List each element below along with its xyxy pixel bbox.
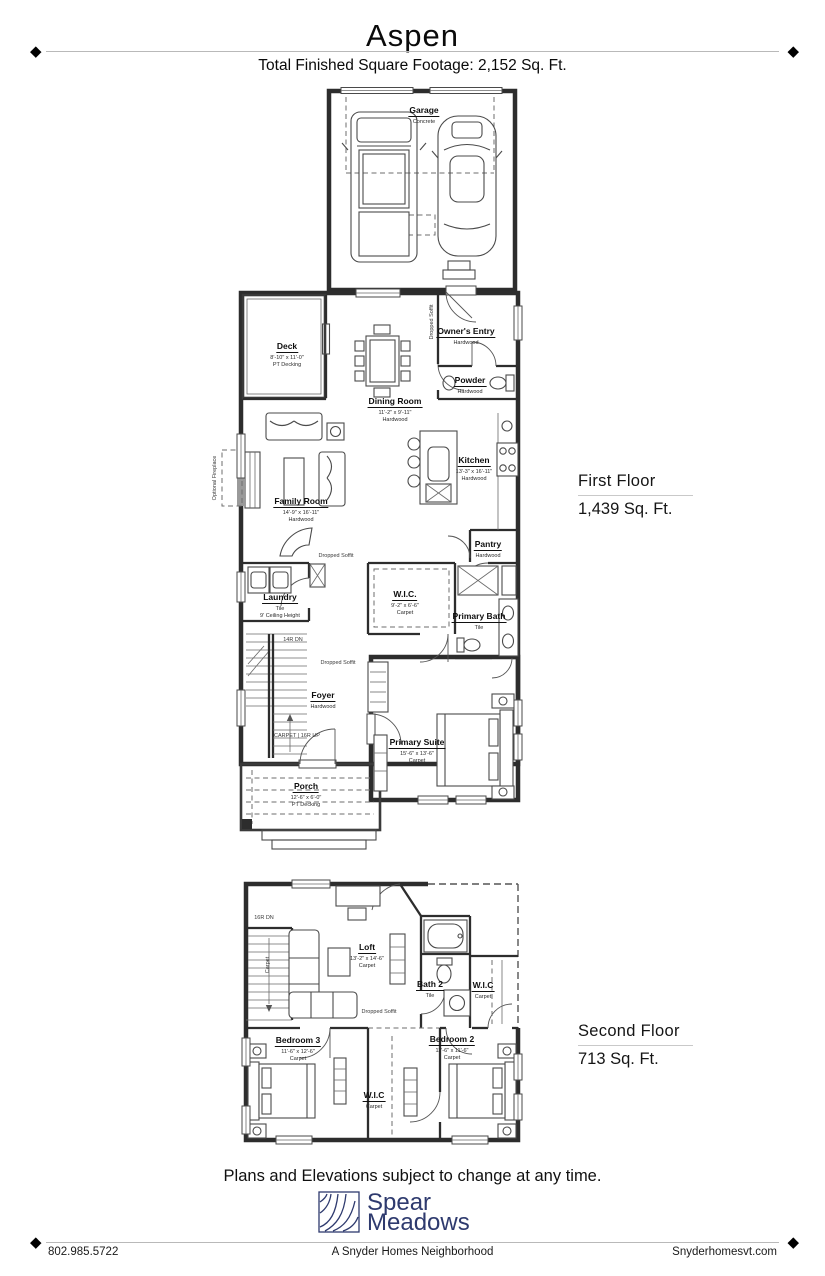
room-label-foyer: Foyer Hardwood [310,690,336,710]
room-label-dining-room: Dining Room 11'-2" x 9'-11" Hardwood [368,396,422,423]
room-label-porch: Porch 12'-6" x 6'-0" PT Decking [290,781,322,808]
truck-top-view [342,112,426,262]
loft-furniture [289,886,405,1018]
room-label-family-room: Family Room 14'-9" x 16'-11" Hardwood [274,496,328,523]
window-seat [245,452,260,508]
first-floor-name: First Floor [578,472,693,496]
room-label-wic-right: W.I.C Carpet [472,980,494,1000]
room-label-owners-entry: Owner's Entry Hardwood [437,326,495,346]
room-label-deck: Deck 8'-10" x 11'-0" PT Decking [270,341,304,368]
loft-table [336,886,380,906]
brand-line2: Meadows [367,1209,470,1236]
dropped-soffit-note: Dropped Soffit [320,660,356,666]
neighborhood-tagline: A Snyder Homes Neighborhood [331,1246,494,1258]
first-floor-area: 1,439 Sq. Ft. [578,500,673,518]
stairs-second-floor [246,928,292,1020]
stairs-first-floor [246,634,307,758]
wic-center-closet [404,1068,417,1116]
room-label-primary-suite: Primary Suite 15'-6" x 13'-6" Carpet [389,737,445,764]
corner-tv [280,528,312,556]
room-label-pantry: Pantry Hardwood [474,539,502,559]
brand-line1: Spear [367,1189,432,1216]
dresser [374,735,387,791]
stairs-carpet-note: Carpet [265,956,271,974]
porch-steps [262,830,376,840]
room-label-garage: Garage Concrete [409,105,439,125]
room-label-wic: W.I.C. 9'-2" x 6'-6" Carpet [391,589,419,616]
foyer-closet [368,662,388,712]
diamond-ornament: ◆ [30,43,42,60]
spear-meadows-logo [318,1189,470,1236]
bath2-fixtures [424,920,470,1016]
diamond-ornament: ◆ [787,1234,799,1251]
stairs-basement-note: 14R DN [283,637,303,643]
disclaimer-text: Plans and Elevations subject to change at any time. [223,1167,602,1185]
footer-rule [46,1242,779,1243]
room-label-primary-bath: Primary Bath Tile [452,611,506,631]
second-floor-name: Second Floor [578,1022,693,1046]
second-floor-title [578,1022,693,1069]
room-label-bedroom2: Bedroom 2 11'-6" x 11'-6" Carpet [429,1034,475,1061]
room-label-wic-center: W.I.C Carpet [363,1090,385,1110]
room-label-laundry: Laundry Tile 9' Ceiling Height [260,592,300,619]
tub [424,920,467,952]
car-top-view [432,116,502,256]
phone-number: 802.985.5722 [48,1246,119,1258]
dining-table [355,325,410,397]
stairs-up-note: CARPET | 16R UP [274,733,320,739]
first-floor-title [578,472,693,519]
room-label-loft: Loft 13'-2" x 14'-6" Carpet [350,942,384,969]
spear-meadows-logo-icon [318,1191,360,1233]
room-label-bedroom3: Bedroom 3 11'-6" x 12'-6" Carpet [275,1035,321,1062]
stairs-down-note: 16R DN [254,915,274,921]
dropped-soffit-note: Dropped Soffit [429,304,435,340]
dropped-soffit-note: Dropped Soffit [318,553,354,559]
shelf [390,934,405,984]
rug [328,948,350,976]
room-label-powder: Powder Hardwood [454,375,486,395]
optional-fireplace-note: Optional Fireplace [212,455,218,501]
dropped-soffit-note: Dropped Soffit [361,1009,397,1015]
page-title: Aspen [366,18,459,53]
diamond-ornament: ◆ [787,43,799,60]
diamond-ornament: ◆ [30,1234,42,1251]
room-label-bath2: Bath 2 Tile [417,979,443,999]
range [497,443,518,476]
total-square-footage: Total Finished Square Footage: 2,152 Sq. Ft. [258,57,567,74]
website-url: Snyderhomesvt.com [672,1246,777,1258]
room-label-kitchen: Kitchen 13'-3" x 16'-11" Hardwood [455,455,493,482]
second-floor-area: 713 Sq. Ft. [578,1050,659,1068]
